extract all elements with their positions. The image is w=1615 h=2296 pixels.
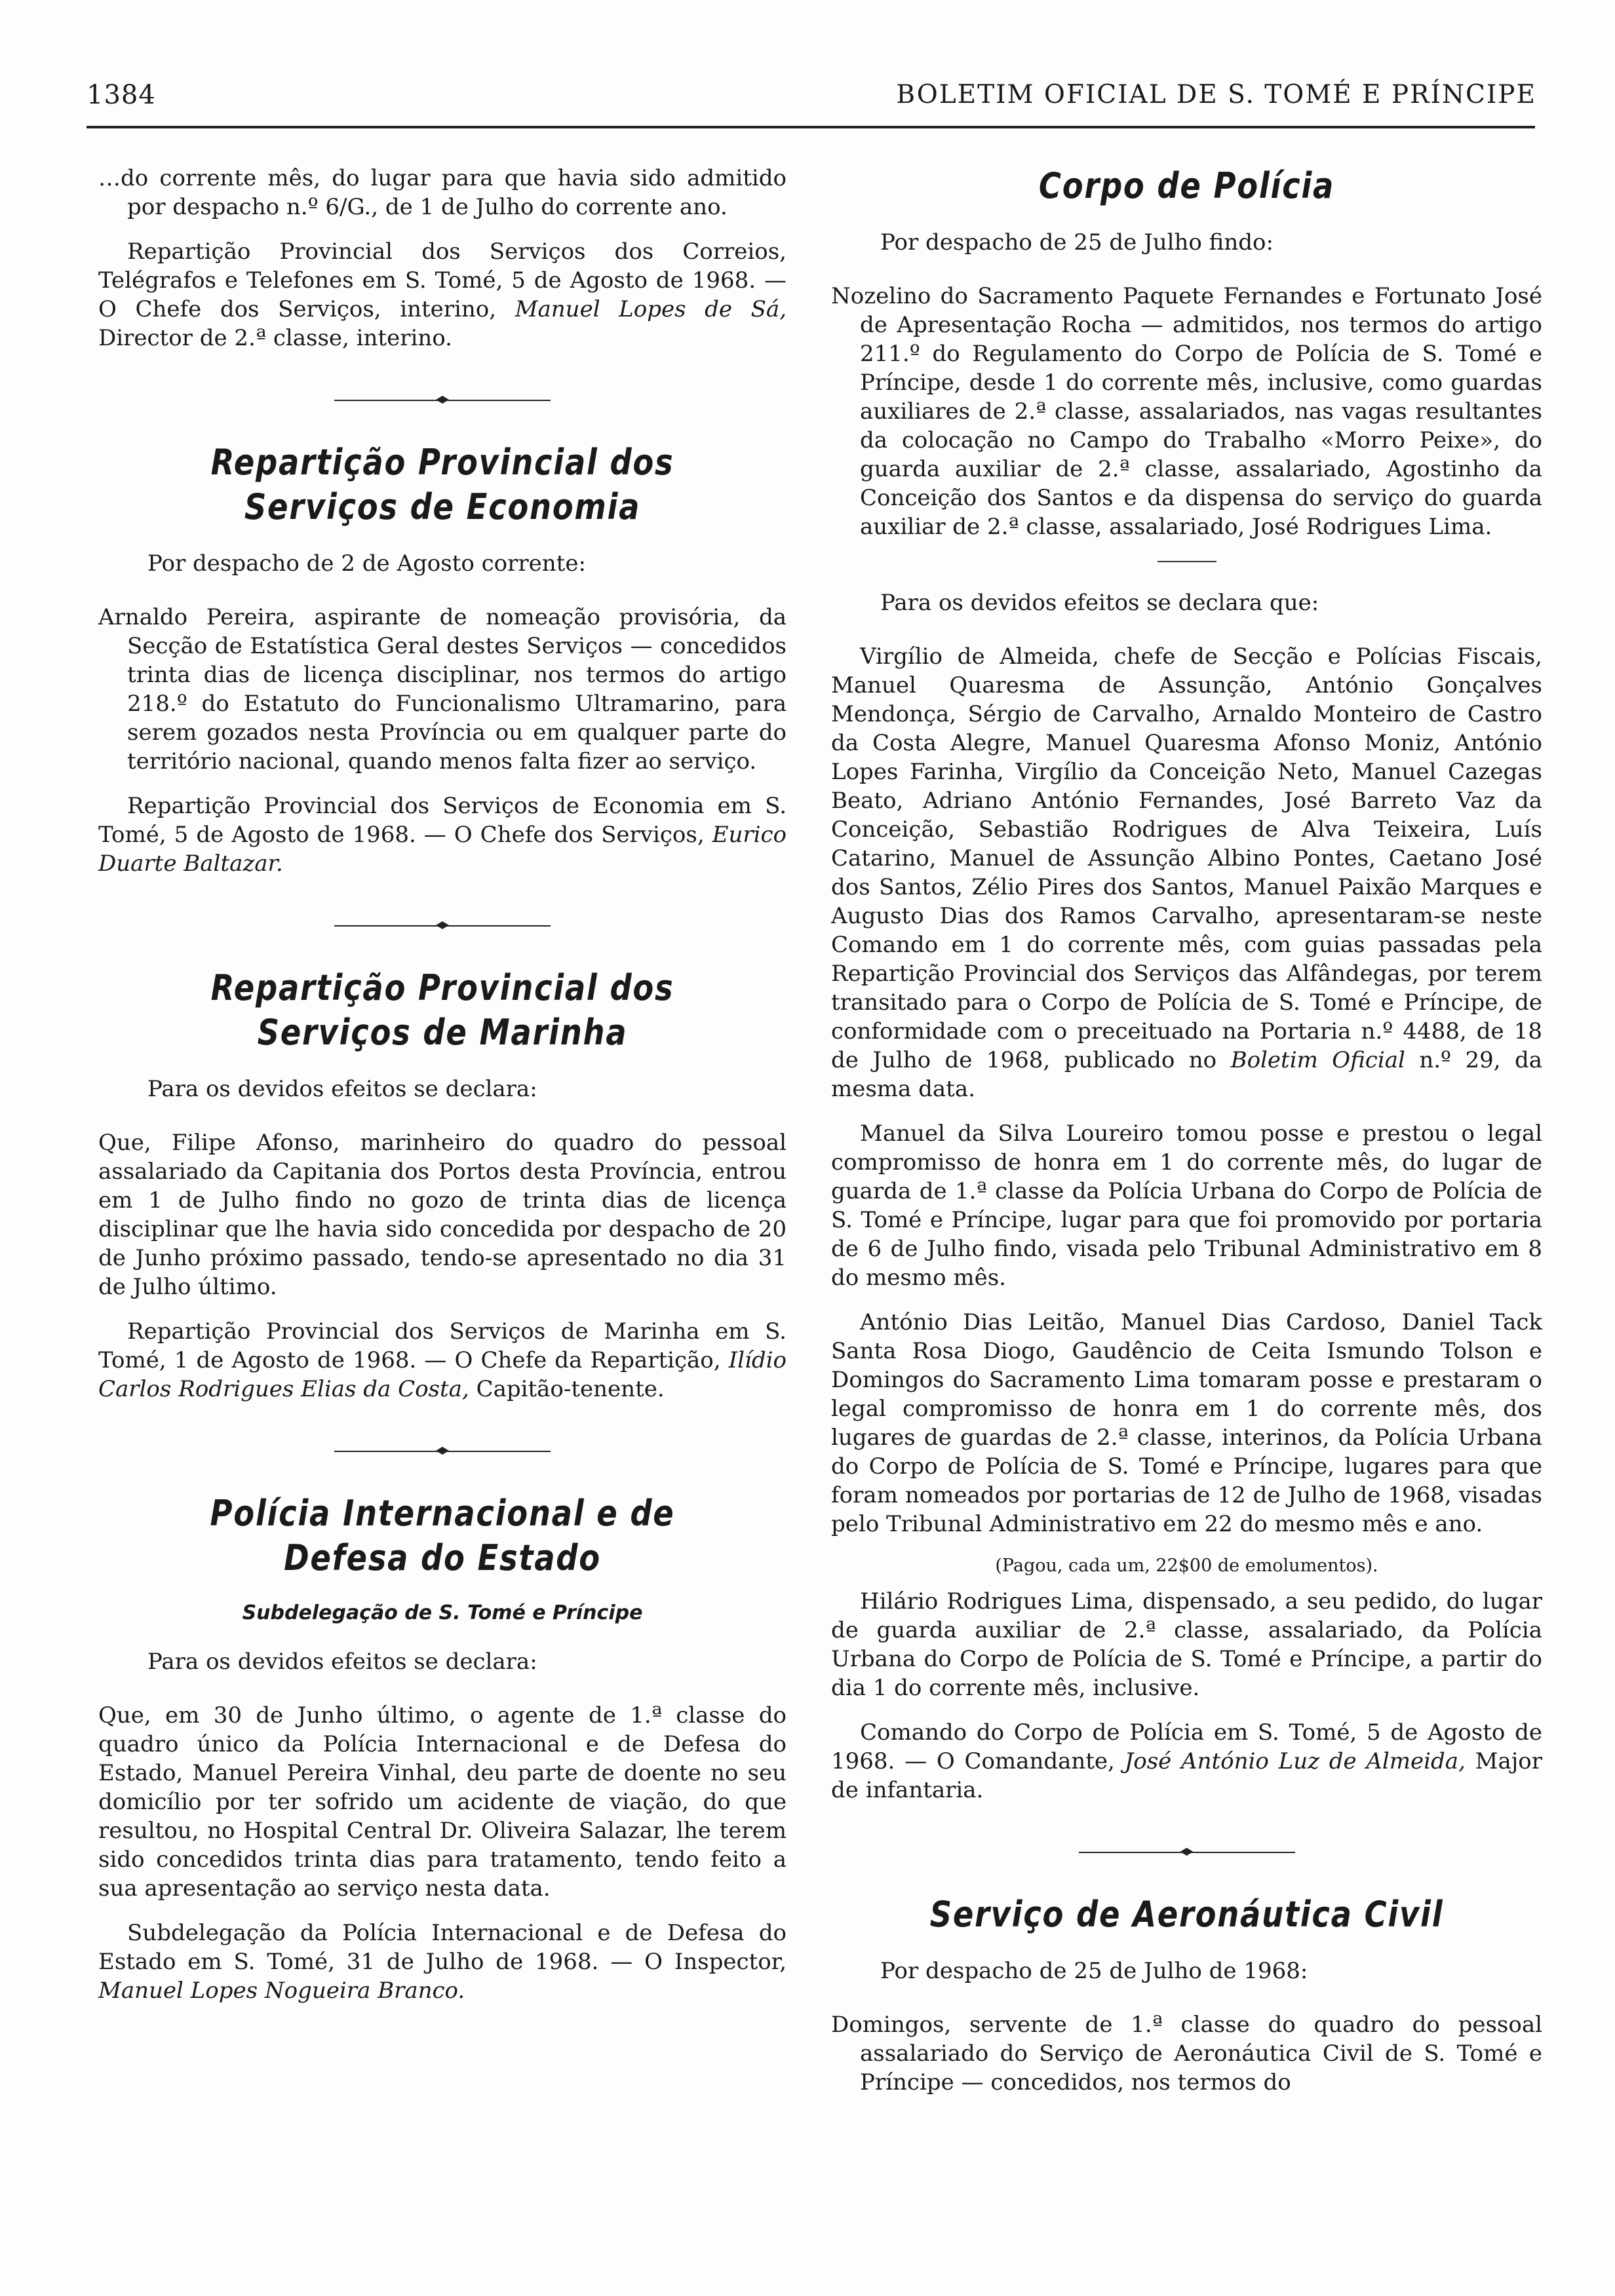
signatory-title: Director de 2.ª classe, interino. bbox=[98, 325, 452, 351]
signature-text: Repartição Provincial dos Serviços dos Correios, Telégrafos e Telefones em S. Tomé, 5 de Agosto de 1968. — O Chefe dos Serviços, interino, bbox=[98, 239, 787, 322]
section-divider bbox=[334, 393, 551, 408]
signatory-name: Manuel Lopes Nogueira Branco. bbox=[98, 1978, 465, 2004]
section-heading: Repartição Provincial dos Serviços de Marinha bbox=[210, 967, 674, 1053]
intro-line: Por despacho de 25 de Julho de 1968: bbox=[880, 1958, 1308, 1984]
section-policia-internacional bbox=[98, 1491, 787, 2005]
paragraph-text: Virgílio de Almeida, chefe de Secção e Polícias Fiscais, Manuel Quaresma de Assunção, António Gonçalves Mendonça, Sérgio de Carvalho, Arnaldo Monteiro de Castro da Costa Alegre, Manuel Quaresma Afonso Moniz, António Lopes Farinha, Virgílio da Conceição Neto, Manuel Cazegas Beato, Adriano António Fernandes, José Barreto Vaz da Conceição, Sebastião Rodrigues de Alva Teixeira, Luís Catarino, Manuel de Assunção Albino Pontes, Caetano José dos Santos, Zélio Pires dos Santos, Manuel Paixão Marques e Augusto Dias dos Ramos Carvalho, apresentaram-se neste Comando em 1 do corrente mês, com guias passadas pela Repartição Provincial dos Serviços das Alfândegas, por terem transitado para o Corpo de Polícia de S. Tomé e Príncipe, de conformidade com o preceituado na Portaria n.º 4488, de 18 de Julho de 1968, publicado no bbox=[831, 643, 1542, 1073]
section-divider bbox=[1079, 1845, 1295, 1860]
signature-paragraph bbox=[98, 1317, 787, 1404]
section-heading: Serviço de Aeronáutica Civil bbox=[929, 1894, 1444, 1935]
paragraph: Nozelino do Sacramento Paquete Fernandes e Fortunato José de Apresentação Rocha — admitidos, nos termos do artigo 211.º do Regulamento do Corpo de Polícia de S. Tomé e Príncipe, desde 1 do corrente mês, inclusive, como guardas auxiliares de 2.ª classe, assalariados, nas vagas resultantes da colocação no Campo do Trabalho «Morro Peixe», do guarda auxiliar de 2.ª classe, assalariado, Agostinho da Conceição dos Santos e da dispensa do serviço do guarda auxiliar de 2.ª classe, assalariado, José Rodrigues Lima. bbox=[831, 283, 1542, 540]
paragraph-text: n.º 29, da mesma data. bbox=[831, 1047, 1542, 1102]
right-column bbox=[831, 164, 1542, 2113]
paragraph: Que, Filipe Afonso, marinheiro do quadro do pessoal assalariado da Capitania dos Portos desta Província, entrou em 1 de Julho findo no gozo de trinta dias de licença disciplinar que lhe havia sido concedida por despacho de 20 de Junho próximo passado, tendo-se apresentado no dia 31 de Julho último. bbox=[98, 1130, 787, 1300]
intro-line: Por despacho de 25 de Julho findo: bbox=[880, 229, 1274, 256]
section-corpo-policia bbox=[831, 164, 1542, 1805]
paragraph: Hilário Rodrigues Lima, dispensado, a seu pedido, do lugar de guarda auxiliar de 2.ª classe, assalariado, da Polícia Urbana do Corpo de Polícia de S. Tomé e Príncipe, a partir do dia 1 do corrente mês, inclusive. bbox=[831, 1588, 1542, 1701]
signatory-title: Capitão-tenente. bbox=[476, 1376, 665, 1402]
short-rule bbox=[1158, 561, 1216, 562]
paragraph: Que, em 30 de Junho último, o agente de 1.ª classe do quadro único da Polícia Internacional e de Defesa do Estado, Manuel Pereira Vinhal, deu parte de doente no seu domicílio por ter sofrido um acidente de viação, do que resultou, no Hospital Central Dr. Oliveira Salazar, lhe terem sido concedidos trinta dias para tratamento, tendo feito a sua apresentação ao serviço nesta data. bbox=[98, 1702, 787, 1902]
intro-line: Para os devidos efeitos se declara: bbox=[147, 1649, 537, 1675]
signature-paragraph bbox=[98, 237, 787, 353]
page-number: 1384 bbox=[87, 80, 156, 110]
paragraph: Arnaldo Pereira, aspirante de nomeação provisória, da Secção de Estatística Geral destes Serviços — concedidos trinta dias de licença disciplinar, nos termos do artigo 218.º do Estatuto do Funcionalismo Ultramarino, para serem gozados nesta Província ou em qualquer parte do território nacional, quando menos falta fizer ao serviço. bbox=[98, 604, 787, 775]
signatory-title: Major de infantaria. bbox=[831, 1748, 1542, 1803]
fee-note: (Pagou, cada um, 22$00 de emolumentos). bbox=[995, 1556, 1378, 1576]
section-aeronautica bbox=[831, 1892, 1542, 2097]
signature-text: Comando do Corpo de Polícia em S. Tomé, 5 de Agosto de 1968. — O Comandante, bbox=[831, 1719, 1542, 1774]
signature-paragraph bbox=[831, 1718, 1542, 1805]
section-subheading: Subdelegação de S. Tomé e Príncipe bbox=[242, 1601, 643, 1624]
signature-text: Subdelegação da Polícia Internacional e de Defesa do Estado em S. Tomé, 31 de Julho de 1968. — O Inspector, bbox=[98, 1920, 787, 1975]
signature-text: Repartição Provincial dos Serviços de Economia em S. Tomé, 5 de Agosto de 1968. — O Chefe dos Serviços, bbox=[98, 793, 787, 848]
page-header bbox=[0, 0, 1615, 138]
header-rule bbox=[87, 126, 1535, 128]
signatory-name: Ilídio Carlos Rodrigues Elias da Costa, bbox=[98, 1347, 787, 1402]
signatory-name: Manuel Lopes de Sá, bbox=[515, 296, 787, 322]
paragraph: Domingos, servente de 1.ª classe do quadro do pessoal assalariado do Serviço de Aeronáutica Civil de S. Tomé e Príncipe — concedidos, nos termos do bbox=[831, 2012, 1542, 2095]
signature-paragraph bbox=[98, 792, 787, 878]
section-divider bbox=[334, 919, 551, 933]
intro-line: Para os devidos efeitos se declara: bbox=[147, 1076, 537, 1102]
section-correios-continued bbox=[98, 164, 787, 353]
left-column bbox=[98, 164, 787, 2021]
section-divider bbox=[334, 1444, 551, 1459]
paragraph: …do corrente mês, do lugar para que havia sido admitido por despacho n.º 6/G., de 1 de Julho do corrente ano. bbox=[98, 165, 787, 220]
section-heading: Repartição Provincial dos Serviços de Economia bbox=[210, 442, 674, 527]
intro-line: Para os devidos efeitos se declara que: bbox=[880, 590, 1319, 616]
section-heading: Corpo de Polícia bbox=[1038, 165, 1335, 206]
paragraph bbox=[831, 642, 1542, 1103]
signatory-name: Eurico Duarte Baltazar. bbox=[98, 822, 787, 877]
intro-line: Por despacho de 2 de Agosto corrente: bbox=[147, 550, 586, 577]
running-title: BOLETIM OFICIAL DE S. TOMÉ E PRÍNCIPE bbox=[896, 80, 1536, 109]
signature-paragraph bbox=[98, 1919, 787, 2005]
section-economia bbox=[98, 440, 787, 878]
publication-name: Boletim Oficial bbox=[1230, 1047, 1405, 1073]
signatory-name: José António Luz de Almeida, bbox=[1124, 1748, 1466, 1774]
signature-text: Repartição Provincial dos Serviços de Marinha em S. Tomé, 1 de Agosto de 1968. — O Chefe da Repartição, bbox=[98, 1318, 787, 1373]
paragraph: António Dias Leitão, Manuel Dias Cardoso, Daniel Tack Santa Rosa Diogo, Gaudêncio de Ceita Ismundo Tolson e Domingos do Sacramento Lima tomaram posse e prestaram o legal compromisso de honra em 1 do corrente mês, dos lugares de guardas de 2.ª classe, interinos, da Polícia Urbana do Corpo de Polícia de S. Tomé e Príncipe, lugares para que foram nomeados por portarias de 12 de Julho de 1968, visadas pelo Tribunal Administrativo em 22 do mesmo mês e ano. bbox=[831, 1309, 1542, 1537]
section-marinha bbox=[98, 966, 787, 1404]
paragraph: Manuel da Silva Loureiro tomou posse e prestou o legal compromisso de honra em 1 do corrente mês, do lugar de guarda de 1.ª classe da Polícia Urbana do Corpo de Polícia de S. Tomé e Príncipe, lugar para que foi promovido por portaria de 6 de Julho findo, visada pelo Tribunal Administrativo em 8 do mesmo mês. bbox=[831, 1120, 1542, 1291]
section-heading: Polícia Internacional e de Defesa do Estado bbox=[210, 1493, 675, 1578]
